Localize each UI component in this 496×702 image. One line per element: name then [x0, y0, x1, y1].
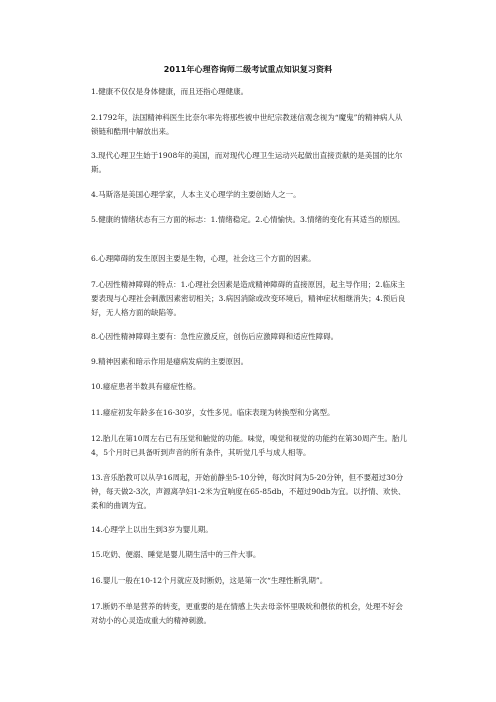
- document-title: 2011年心理咨询师二级考试重点知识复习资料: [163, 65, 333, 74]
- paragraph-17: 17.断奶不单是营养的转变，更重要的是在情感上失去母亲怀里吸吮和偎依的机会，处理不好会对幼小的心灵造成重大的精神刺激。: [91, 602, 403, 625]
- paragraph-4: 4.马斯洛是美国心理学家，人本主义心理学的主要创始人之一。: [91, 190, 301, 199]
- paragraph-8: 8.心因性精神障碍主要有：急性应激反应，创伤后应激障碍和适应性障碍。: [91, 332, 339, 341]
- paragraph-7: 7.心因性精神障碍的特点：1.心理社会因素是造成精神障碍的直接原因，起主导作用；2.临床主要表现与心理社会刺激因素密切相关；3.病因消除或改变环境后，精神症状相继消失；4.预后良好，无人格方面的缺陷等。: [91, 280, 406, 317]
- paragraph-13: 13.音乐胎教可以从孕16周起，开始前静坐5-10分钟，每次时间为5-20分钟，但不要超过30分钟，每天做2-3次，声源离孕妇1-2米为宜响度在65-85db，不超过90db为宜。以抒情、欢快、柔和的曲调为宜。: [91, 473, 406, 510]
- paragraph-15: 15.吃奶、便溺、睡觉是婴儿期生活中的三件大事。: [91, 550, 261, 559]
- paragraph-2: 2.1792年，法国精神科医生比奈尔率先将那些被中世纪宗教迷信观念视为“魔鬼”的精神病人从锁链和酷刑中解放出来。: [91, 113, 403, 136]
- paragraph-3: 3.现代心理卫生始于1908年的美国，而对现代心理卫生运动兴起做出直接贡献的是美国的比尔斯。: [91, 151, 403, 174]
- paragraph-1: 1.健康不仅仅是身体健康，而且还指心理健康。: [91, 87, 249, 96]
- paragraph-11: 11.癔症初发年龄多在16-30岁，女性多见。临床表现为转换型和分离型。: [91, 408, 335, 417]
- paragraph-10: 10.癔症患者半数具有癔症性格。: [91, 382, 201, 391]
- paragraph-14: 14.心理学上以出生到3岁为婴儿期。: [91, 525, 213, 534]
- paragraph-5: 5.健康的情绪状态有三方面的标志：1.情绪稳定。2.心情愉快。3.情绪的变化有其适当的原因。: [91, 215, 405, 224]
- paragraph-12: 12.胎儿在第10周左右已有压觉和触觉的功能。味觉，嗅觉和视觉的功能约在第30周产生。胎儿4，5个月时已具备听到声音的所有条件，其听觉几乎与成人相等。: [91, 434, 408, 457]
- paragraph-6: 6.心理障碍的发生原因主要是生物，心理，社会这三个方面的因素。: [91, 254, 316, 263]
- paragraph-9: 9.精神因素和暗示作用是癔病发病的主要原因。: [91, 357, 249, 366]
- paragraph-16: 16.婴儿一般在10-12个月就应及时断奶，这是第一次“生理性断乳期”。: [91, 576, 328, 585]
